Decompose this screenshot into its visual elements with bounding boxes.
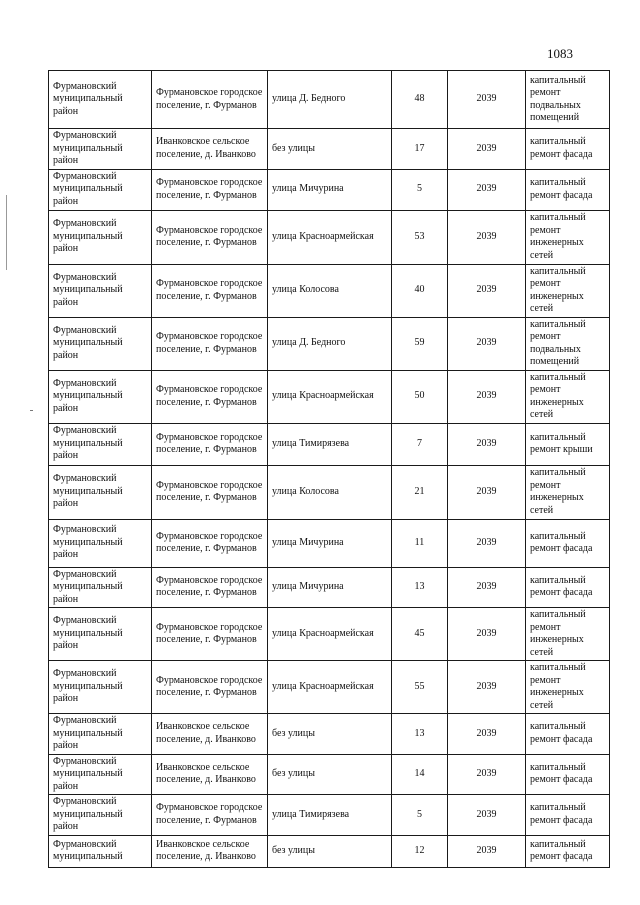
table-row	[49, 835, 610, 867]
street-cell: улица Тимирязева	[268, 423, 392, 465]
year-cell: 2039	[448, 465, 526, 519]
settlement-cell: Фурмановское городское поселение, г. Фурманов	[152, 71, 268, 129]
table-row	[49, 795, 610, 836]
settlement-cell: Фурмановское городское поселение, г. Фурманов	[152, 465, 268, 519]
municipality-cell: Фурмановский муниципальный район	[49, 129, 152, 170]
street-cell: без улицы	[268, 754, 392, 795]
table-row	[49, 129, 610, 170]
street-cell: без улицы	[268, 129, 392, 170]
municipality-cell: Фурмановский муниципальный район	[49, 169, 152, 210]
scan-speck	[30, 410, 33, 411]
municipality-cell: Фурмановский муниципальный район	[49, 71, 152, 129]
work-type-cell: капитальный ремонт фасада	[526, 835, 610, 867]
house-number-cell: 7	[392, 423, 448, 465]
table-row	[49, 754, 610, 795]
municipality-cell: Фурмановский муниципальный район	[49, 519, 152, 567]
work-type-cell: капитальный ремонт фасада	[526, 169, 610, 210]
street-cell: без улицы	[268, 835, 392, 867]
house-number-cell: 14	[392, 754, 448, 795]
settlement-cell: Иванковское сельское поселение, д. Иванково	[152, 754, 268, 795]
street-cell: улица Мичурина	[268, 519, 392, 567]
table-row	[49, 169, 610, 210]
work-type-cell: капитальный ремонт фасада	[526, 519, 610, 567]
municipality-cell: Фурмановский муниципальный район	[49, 661, 152, 714]
settlement-cell: Фурмановское городское поселение, г. Фурманов	[152, 519, 268, 567]
municipality-cell: Фурмановский муниципальный	[49, 835, 152, 867]
table-row	[49, 71, 610, 129]
house-number-cell: 5	[392, 795, 448, 836]
table-row	[49, 661, 610, 714]
house-number-cell: 53	[392, 210, 448, 264]
work-type-cell: капитальный ремонт подвальных помещений	[526, 71, 610, 129]
table-body	[49, 71, 610, 868]
house-number-cell: 40	[392, 264, 448, 317]
house-number-cell: 13	[392, 567, 448, 608]
street-cell: улица Красноармейская	[268, 661, 392, 714]
street-cell: улица Тимирязева	[268, 795, 392, 836]
house-number-cell: 21	[392, 465, 448, 519]
street-cell: улица Колосова	[268, 264, 392, 317]
year-cell: 2039	[448, 264, 526, 317]
table-row	[49, 567, 610, 608]
year-cell: 2039	[448, 370, 526, 423]
settlement-cell: Фурмановское городское поселение, г. Фурманов	[152, 210, 268, 264]
house-number-cell: 55	[392, 661, 448, 714]
house-number-cell: 13	[392, 714, 448, 755]
table-row	[49, 465, 610, 519]
table-row	[49, 714, 610, 755]
municipality-cell: Фурмановский муниципальный район	[49, 210, 152, 264]
municipality-cell: Фурмановский муниципальный район	[49, 567, 152, 608]
street-cell: без улицы	[268, 714, 392, 755]
settlement-cell: Фурмановское городское поселение, г. Фурманов	[152, 795, 268, 836]
street-cell: улица Д. Бедного	[268, 317, 392, 370]
work-type-cell: капитальный ремонт инженерных сетей	[526, 210, 610, 264]
street-cell: улица Красноармейская	[268, 370, 392, 423]
year-cell: 2039	[448, 210, 526, 264]
year-cell: 2039	[448, 661, 526, 714]
municipality-cell: Фурмановский муниципальный район	[49, 714, 152, 755]
year-cell: 2039	[448, 317, 526, 370]
municipality-cell: Фурмановский муниципальный район	[49, 754, 152, 795]
street-cell: улица Колосова	[268, 465, 392, 519]
year-cell: 2039	[448, 714, 526, 755]
work-type-cell: капитальный ремонт фасада	[526, 714, 610, 755]
repair-schedule-table	[48, 70, 610, 868]
table-row	[49, 519, 610, 567]
year-cell: 2039	[448, 567, 526, 608]
table-row	[49, 370, 610, 423]
year-cell: 2039	[448, 71, 526, 129]
year-cell: 2039	[448, 519, 526, 567]
table-row	[49, 423, 610, 465]
street-cell: улица Мичурина	[268, 567, 392, 608]
settlement-cell: Фурмановское городское поселение, г. Фурманов	[152, 567, 268, 608]
year-cell: 2039	[448, 608, 526, 661]
settlement-cell: Фурмановское городское поселение, г. Фурманов	[152, 169, 268, 210]
work-type-cell: капитальный ремонт инженерных сетей	[526, 661, 610, 714]
house-number-cell: 59	[392, 317, 448, 370]
year-cell: 2039	[448, 129, 526, 170]
municipality-cell: Фурмановский муниципальный район	[49, 795, 152, 836]
street-cell: улица Мичурина	[268, 169, 392, 210]
settlement-cell: Фурмановское городское поселение, г. Фурманов	[152, 317, 268, 370]
street-cell: улица Красноармейская	[268, 608, 392, 661]
settlement-cell: Фурмановское городское поселение, г. Фурманов	[152, 370, 268, 423]
table-row	[49, 210, 610, 264]
work-type-cell: капитальный ремонт крыши	[526, 423, 610, 465]
municipality-cell: Фурмановский муниципальный район	[49, 264, 152, 317]
work-type-cell: капитальный ремонт инженерных сетей	[526, 465, 610, 519]
settlement-cell: Фурмановское городское поселение, г. Фурманов	[152, 608, 268, 661]
year-cell: 2039	[448, 795, 526, 836]
year-cell: 2039	[448, 835, 526, 867]
municipality-cell: Фурмановский муниципальный район	[49, 317, 152, 370]
page-number: 1083	[547, 46, 573, 61]
house-number-cell: 5	[392, 169, 448, 210]
work-type-cell: капитальный ремонт фасада	[526, 129, 610, 170]
municipality-cell: Фурмановский муниципальный район	[49, 608, 152, 661]
settlement-cell: Иванковское сельское поселение, д. Иванково	[152, 129, 268, 170]
house-number-cell: 50	[392, 370, 448, 423]
settlement-cell: Фурмановское городское поселение, г. Фурманов	[152, 423, 268, 465]
house-number-cell: 11	[392, 519, 448, 567]
work-type-cell: капитальный ремонт инженерных сетей	[526, 370, 610, 423]
settlement-cell: Иванковское сельское поселение, д. Иванково	[152, 714, 268, 755]
street-cell: улица Красноармейская	[268, 210, 392, 264]
house-number-cell: 17	[392, 129, 448, 170]
scan-margin-mark	[6, 195, 7, 270]
settlement-cell: Фурмановское городское поселение, г. Фурманов	[152, 661, 268, 714]
work-type-cell: капитальный ремонт инженерных сетей	[526, 264, 610, 317]
house-number-cell: 12	[392, 835, 448, 867]
work-type-cell: капитальный ремонт фасада	[526, 567, 610, 608]
municipality-cell: Фурмановский муниципальный район	[49, 423, 152, 465]
table-row	[49, 264, 610, 317]
municipality-cell: Фурмановский муниципальный район	[49, 465, 152, 519]
work-type-cell: капитальный ремонт подвальных помещений	[526, 317, 610, 370]
year-cell: 2039	[448, 754, 526, 795]
table-row	[49, 608, 610, 661]
work-type-cell: капитальный ремонт фасада	[526, 795, 610, 836]
year-cell: 2039	[448, 423, 526, 465]
table-row	[49, 317, 610, 370]
house-number-cell: 45	[392, 608, 448, 661]
work-type-cell: капитальный ремонт фасада	[526, 754, 610, 795]
municipality-cell: Фурмановский муниципальный район	[49, 370, 152, 423]
settlement-cell: Фурмановское городское поселение, г. Фурманов	[152, 264, 268, 317]
work-type-cell: капитальный ремонт инженерных сетей	[526, 608, 610, 661]
street-cell: улица Д. Бедного	[268, 71, 392, 129]
settlement-cell: Иванковское сельское поселение, д. Иванково	[152, 835, 268, 867]
year-cell: 2039	[448, 169, 526, 210]
house-number-cell: 48	[392, 71, 448, 129]
